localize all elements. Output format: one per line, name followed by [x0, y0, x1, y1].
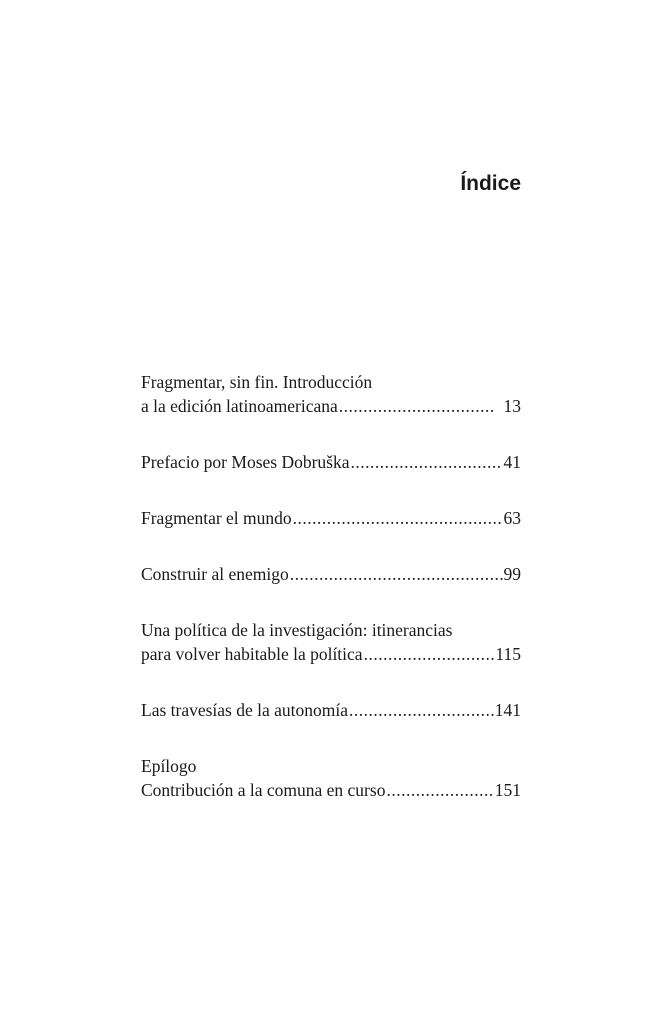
toc-page-number: 151 — [494, 780, 521, 800]
toc-entry — [141, 506, 521, 530]
toc-entry-line — [141, 394, 521, 418]
toc-entry-line — [141, 618, 521, 642]
toc-page-number: 115 — [495, 644, 521, 664]
toc-entry-line — [141, 450, 521, 474]
toc-entry-title: Construir al enemigo — [141, 564, 289, 584]
toc-entry-line — [141, 778, 521, 802]
toc-entry-line — [141, 642, 521, 666]
toc-entry-title: Fragmentar el mundo — [141, 508, 292, 528]
toc-entry-title: Epílogo — [141, 756, 197, 776]
toc-entry-title: Prefacio por Moses Dobruška — [141, 452, 350, 472]
toc-entry-title: para volver habitable la política — [141, 644, 363, 664]
toc-entry-line — [141, 370, 521, 394]
dot-leader — [386, 778, 493, 802]
toc-page-number: 13 — [503, 396, 521, 416]
dot-leader — [349, 698, 494, 722]
toc-entry-title: Una política de la investigación: itinerancias — [141, 620, 453, 640]
toc-page-number: 99 — [503, 564, 521, 584]
toc-entry — [141, 754, 521, 802]
toc-entry — [141, 562, 521, 586]
dot-leader — [290, 562, 503, 586]
page-title: Índice — [460, 172, 521, 195]
toc-entry — [141, 450, 521, 474]
toc-page-number: 141 — [494, 700, 521, 720]
toc-page-number: 63 — [503, 508, 521, 528]
toc-entry-title: Contribución a la comuna en curso — [141, 780, 386, 800]
dot-leader — [339, 394, 495, 418]
toc-entry-title: Fragmentar, sin fin. Introducción — [141, 372, 373, 392]
toc-entry — [141, 618, 521, 666]
toc-entry-line — [141, 698, 521, 722]
toc-entry-title: a la edición latinoamericana — [141, 396, 338, 416]
table-of-contents — [141, 370, 521, 834]
toc-entry-line — [141, 506, 521, 530]
dot-leader — [351, 450, 503, 474]
dot-leader — [364, 642, 495, 666]
toc-entry-line — [141, 754, 521, 778]
toc-entry-line — [141, 562, 521, 586]
toc-entry — [141, 698, 521, 722]
toc-entry — [141, 370, 521, 418]
toc-entry-title: Las travesías de la autonomía — [141, 700, 349, 720]
dot-leader — [293, 506, 503, 530]
toc-page-number: 41 — [503, 452, 521, 472]
